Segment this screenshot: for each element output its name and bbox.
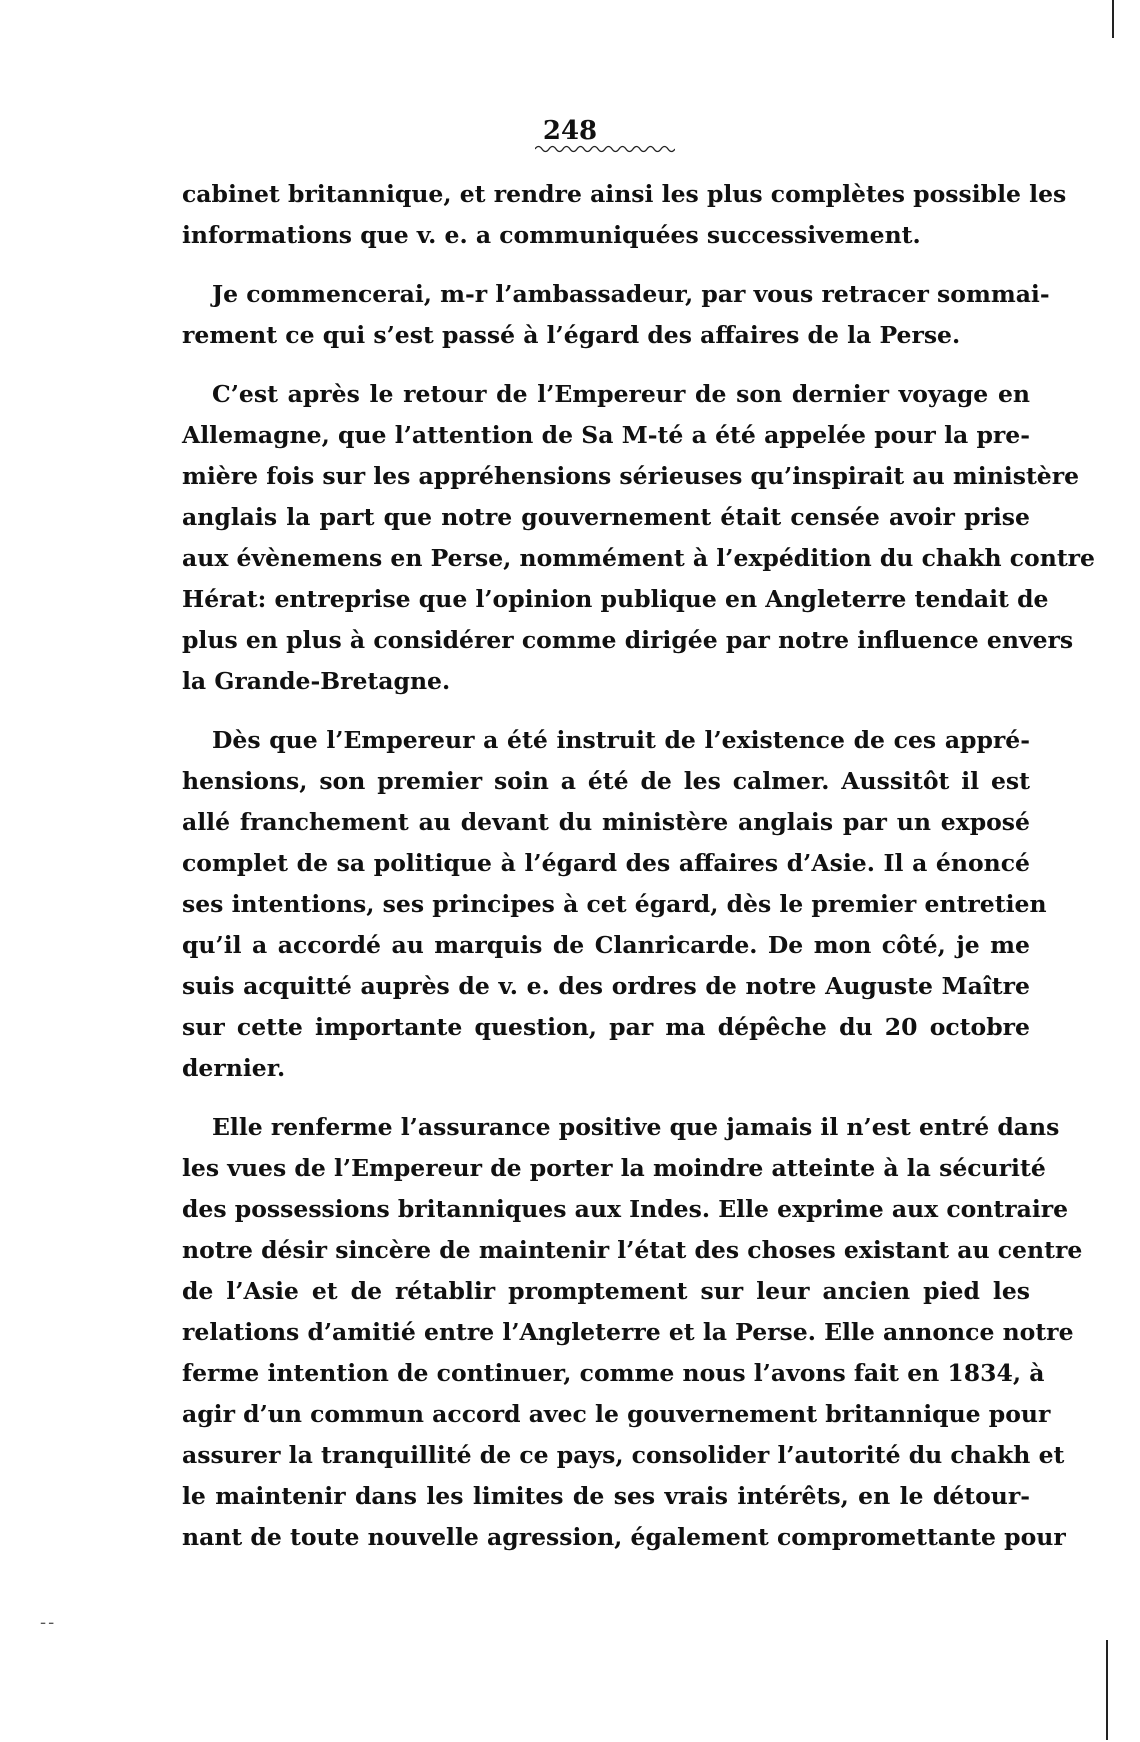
text-line: assurer la tranquillité de ce pays, consolider l’autorité du chakh et	[182, 1441, 1065, 1469]
text-line: anglais la part que notre gouvernement était censée avoir prise	[182, 503, 1030, 531]
text-line: Allemagne, que l’attention de Sa M-té a été appelée pour la pre-	[182, 421, 1030, 449]
text-line: Hérat: entreprise que l’opinion publique en Angleterre tendait de	[182, 585, 1049, 613]
page-number: 248	[542, 116, 598, 146]
text-line: dernier.	[182, 1054, 286, 1082]
text-line: complet de sa politique à l’égard des affaires d’Asie. Il a énoncé	[182, 849, 1030, 877]
text-line: C’est après le retour de l’Empereur de son dernier voyage en	[212, 380, 1030, 408]
text-line: Elle renferme l’assurance positive que jamais il n’est entré dans	[212, 1113, 1060, 1141]
body-text	[182, 174, 1096, 1558]
scan-edge-mark-top	[1112, 0, 1114, 38]
paragraph-2	[182, 274, 1050, 356]
margin-mark: --	[40, 1612, 57, 1633]
text-line: suis acquitté auprès de v. e. des ordres de notre Auguste Maître	[182, 972, 1030, 1000]
text-line: cabinet britannique, et rendre ainsi les plus complètes possible les	[182, 180, 1067, 208]
text-line: de l’Asie et de rétablir promptement sur leur ancien pied les	[182, 1277, 1030, 1305]
paragraph-1	[182, 174, 1067, 256]
text-line: qu’il a accordé au marquis de Clanricarde. De mon côté, je me	[182, 931, 1030, 959]
text-line: plus en plus à considérer comme dirigée par notre influence envers	[182, 626, 1074, 654]
text-line: le maintenir dans les limites de ses vrais intérêts, en le détour-	[182, 1482, 1030, 1510]
text-line: les vues de l’Empereur de porter la moindre atteinte à la sécurité	[182, 1154, 1046, 1182]
text-line: Dès que l’Empereur a été instruit de l’existence de ces appré-	[212, 726, 1030, 754]
text-line: agir d’un commun accord avec le gouvernement britannique pour	[182, 1400, 1051, 1428]
wavy-rule-ornament	[535, 144, 675, 154]
paragraph-4	[182, 720, 1047, 1089]
text-line: aux évènemens en Perse, nommément à l’expédition du chakh contre	[182, 544, 1096, 572]
scan-edge-mark-bottom	[1106, 1640, 1108, 1740]
text-line: nant de toute nouvelle agression, également compromettante pour	[182, 1523, 1066, 1551]
text-line: Je commencerai, m-r l’ambassadeur, par vous retracer sommai-	[212, 280, 1050, 308]
text-line: notre désir sincère de maintenir l’état des choses existant au centre	[182, 1236, 1083, 1264]
text-line: des possessions britanniques aux Indes. Elle exprime aux contraire	[182, 1195, 1069, 1223]
text-line: allé franchement au devant du ministère anglais par un exposé	[182, 808, 1030, 836]
text-line: mière fois sur les appréhensions sérieuses qu’inspirait au ministère	[182, 462, 1080, 490]
text-line: relations d’amitié entre l’Angleterre et la Perse. Elle annonce notre	[182, 1318, 1074, 1346]
text-line: la Grande-Bretagne.	[182, 667, 451, 695]
text-line: ses intentions, ses principes à cet égard, dès le premier entretien	[182, 890, 1047, 918]
paragraph-3	[182, 374, 1096, 702]
text-line: sur cette importante question, par ma dépêche du 20 octobre	[182, 1013, 1030, 1041]
text-line: rement ce qui s’est passé à l’égard des affaires de la Perse.	[182, 321, 961, 349]
paragraph-5	[182, 1107, 1083, 1558]
text-line: ferme intention de continuer, comme nous l’avons fait en 1834, à	[182, 1359, 1045, 1387]
text-line: hensions, son premier soin a été de les calmer. Aussitôt il est	[182, 767, 1030, 795]
text-line: informations que v. e. a communiquées successivement.	[182, 221, 921, 249]
